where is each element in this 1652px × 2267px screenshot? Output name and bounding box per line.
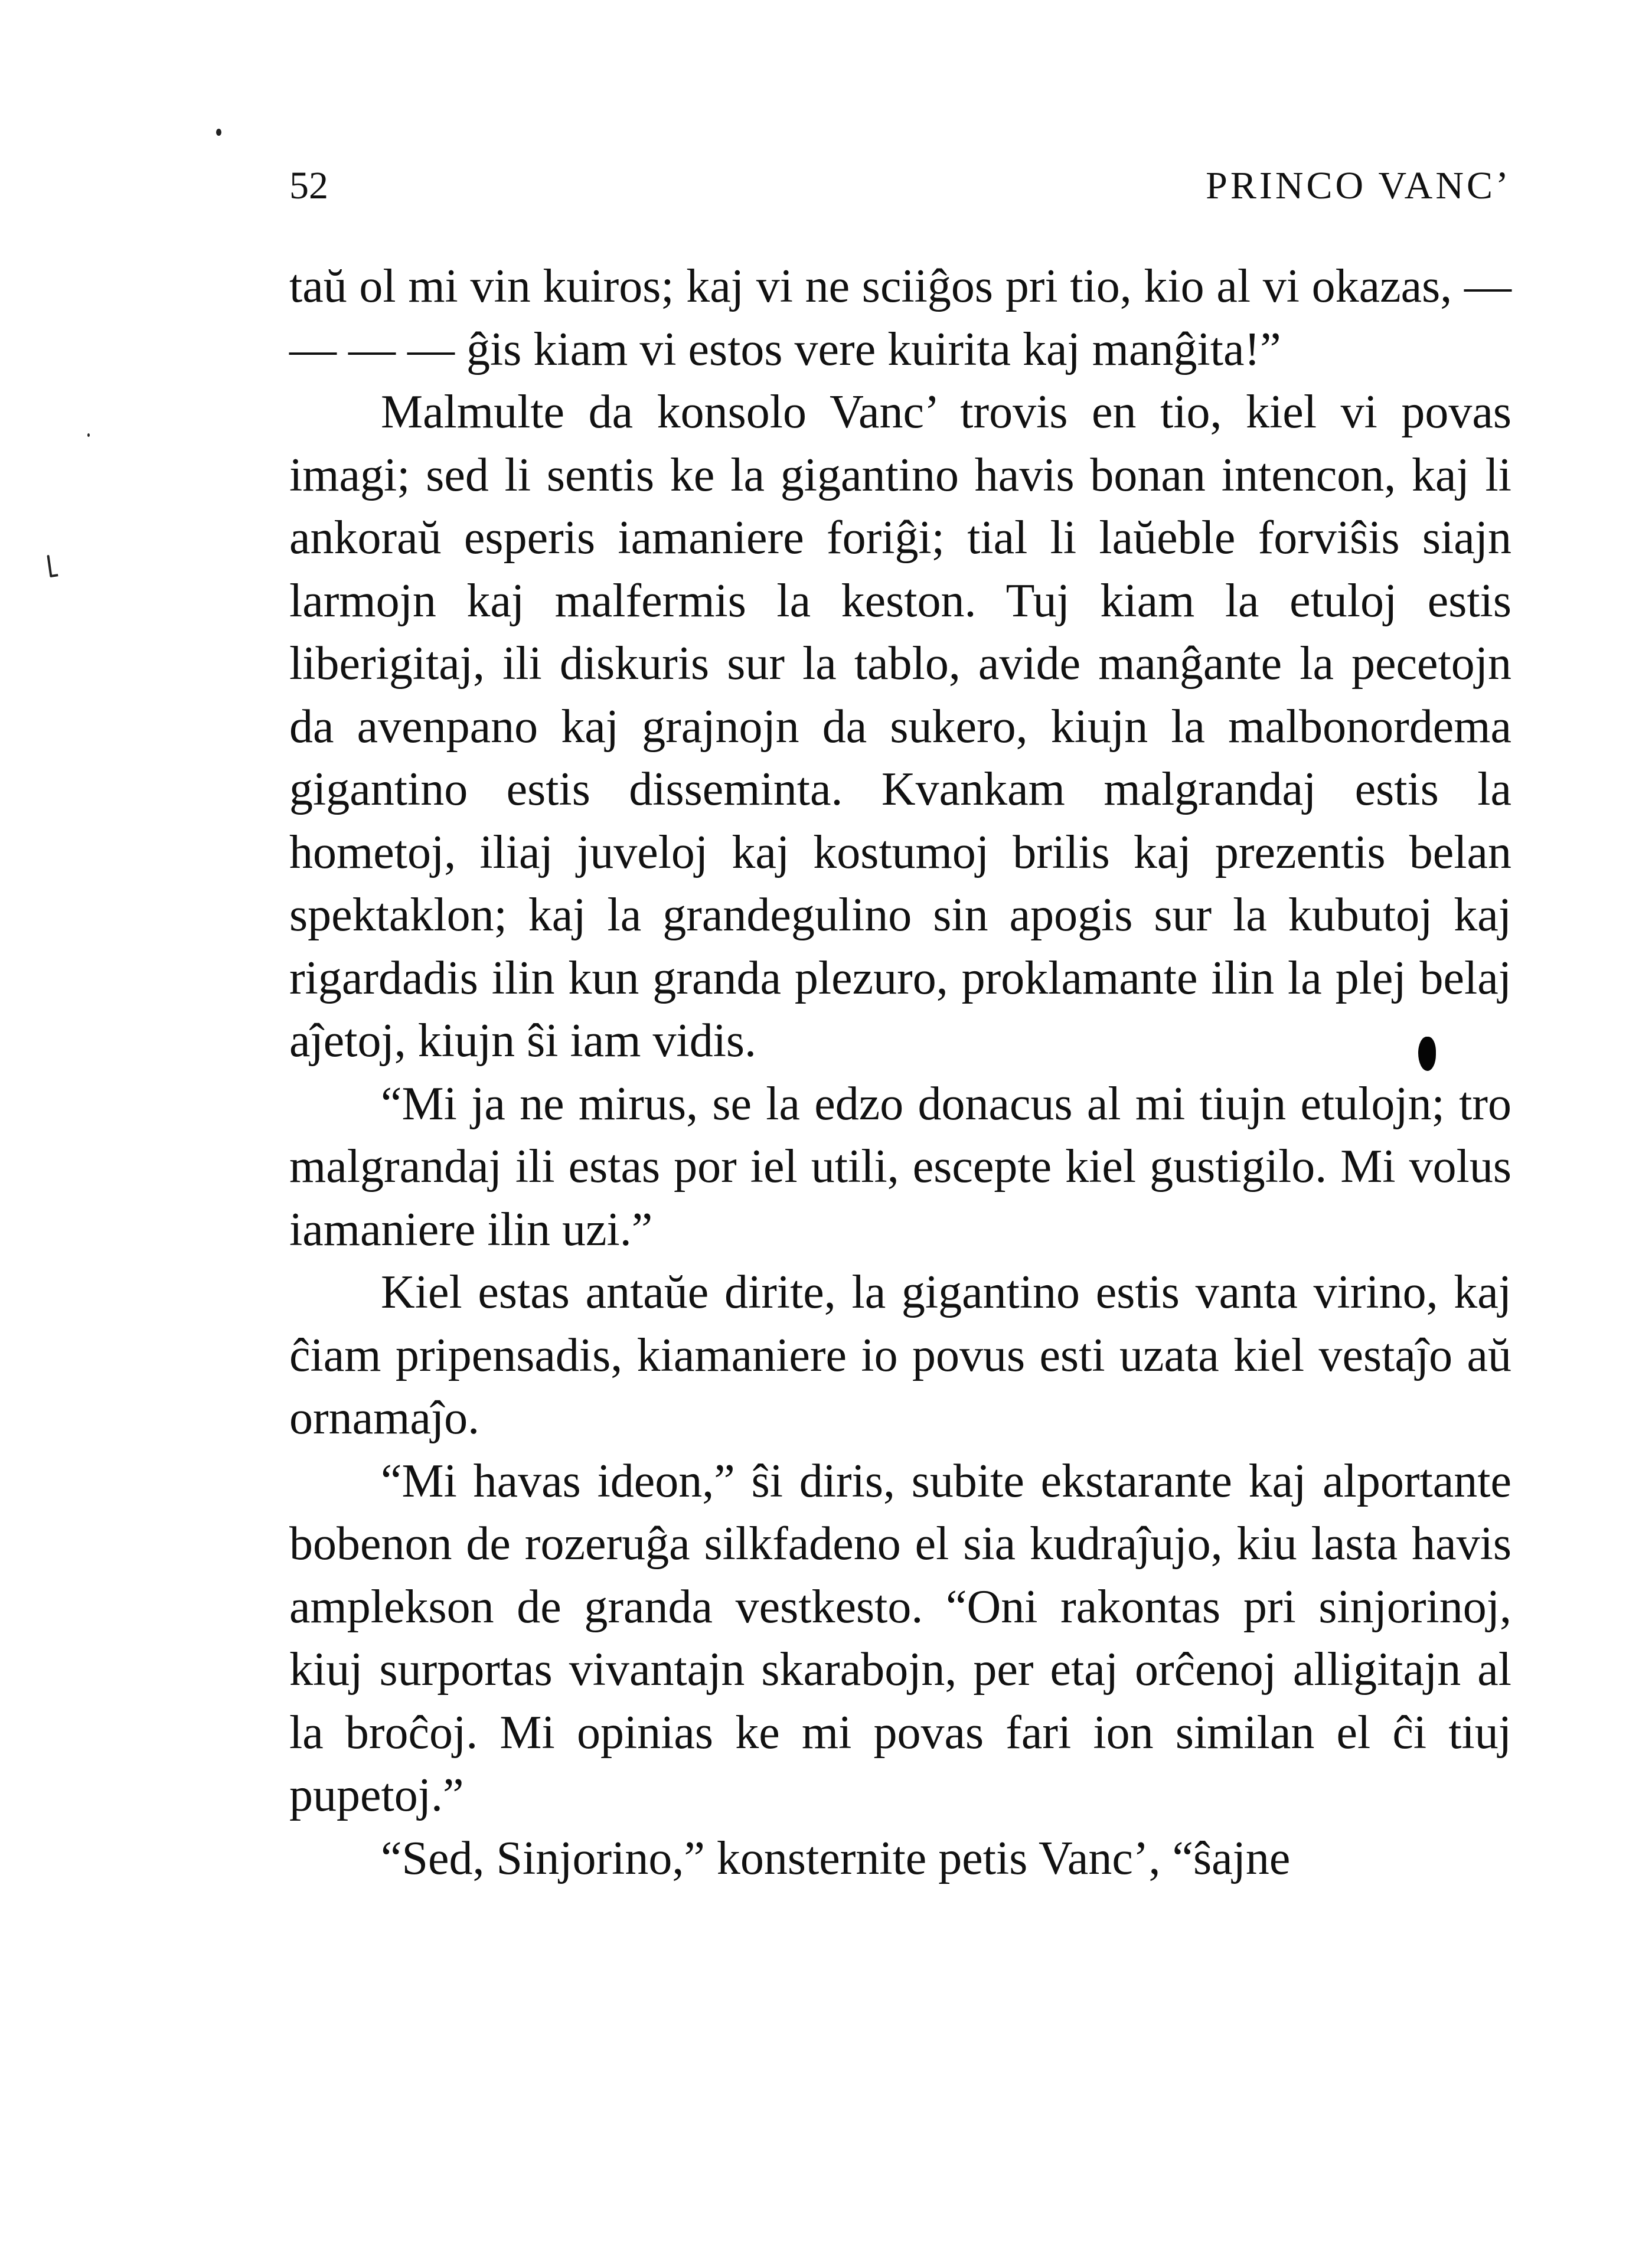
paragraph-6: “Sed, Sinjorino,” konsternite petis Vanc’, “ŝajne	[381, 1832, 1291, 1884]
margin-tick	[87, 433, 90, 437]
ink-dot	[216, 129, 221, 136]
paragraph-5: “Mi havas ideon,” ŝi diris, subite ekstarante kaj alportante bobenon de rozeruĝa silkfadeno el sia kudraĵujo, kiu lasta havis amplekson de granda vestkesto. “Oni rakontas pri sinjorinoj, kiuj surportas vivantajn skarabojn, per etaj orĉenoj alligitajn al la broĉoj. Mi opinias ke mi povas fari ion similan el ĉi tiuj pupetoj.”	[289, 1455, 1511, 1821]
paragraph-4: Kiel estas antaŭe dirite, la gigantino estis vanta virino, kaj ĉiam pripensadis, kiamaniere io povus esti uzata kiel vestaĵo aŭ ornamaĵo.	[289, 1266, 1511, 1444]
paragraph-2: Malmulte da konsolo Vanc’ trovis en tio, kiel vi povas imagi; sed li sentis ke la gigantino havis bonan intencon, kaj li ankoraŭ esperis iamaniere foriĝi; tial li laŭeble forviŝis siajn larmojn kaj malfermis la keston. Tuj kiam la etuloj estis liberigitaj, ili diskuris sur la tablo, avide manĝante la pecetojn da avenpano kaj grajnojn da sukero, kiujn la malbonordema gigantino estis disseminta. Kvankam malgrandaj estis la hometoj, iliaj juveloj kaj kostumoj brilis kaj prezentis belan spektaklon; kaj la grandegulino sin apogis sur la kubutoj kaj rigardadis ilin kun granda plezuro, proklamante ilin la plej belaj aĵetoj, kiujn ŝi iam vidis.	[289, 386, 1511, 1067]
running-title: PRINCO VANC’	[1206, 164, 1511, 207]
paragraph-3: “Mi ja ne mirus, se la edzo donacus al mi tiujn etulojn; tro malgrandaj ili estas por iel utili, escepte kiel gustigilo. Mi volus iamaniere ilin uzi.”	[289, 1077, 1511, 1256]
ink-blot	[1418, 1037, 1436, 1071]
page-number: 52	[289, 164, 328, 207]
page-header	[289, 156, 1511, 215]
paragraph-1: taŭ ol mi vin kuiros; kaj vi ne sciiĝos pri tio, kio al vi okazas, — — — — ĝis kiam vi estos vere kuirita kaj manĝita!”	[289, 260, 1511, 375]
book-text	[289, 255, 1511, 1890]
margin-mark	[47, 555, 52, 577]
